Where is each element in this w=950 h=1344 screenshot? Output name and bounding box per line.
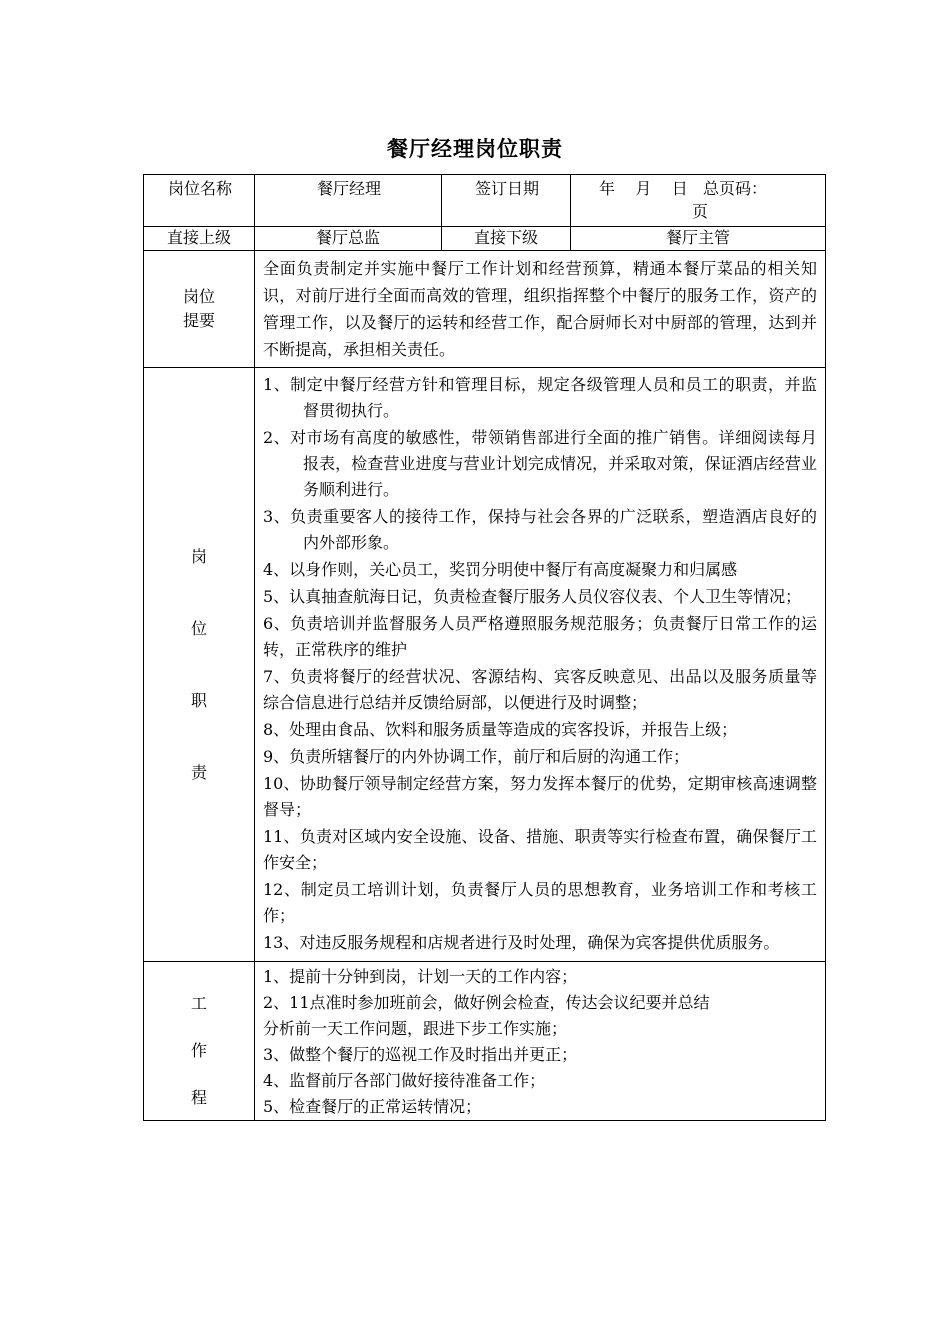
duties-row	[144, 368, 826, 962]
direct-superior-label: 直接上级	[144, 227, 255, 251]
sign-date-value	[571, 175, 826, 227]
process-item: 1、提前十分钟到岗，计划一天的工作内容；	[263, 967, 578, 986]
process-row	[144, 962, 826, 1121]
duty-item: 4、以身作则，关心员工，奖罚分明使中餐厅有高度凝聚力和归属感	[263, 560, 738, 579]
header-row-1	[144, 175, 826, 227]
duty-item: 12、制定员工培训计划，负责餐厅人员的思想教育，业务培训工作和考核工作；	[263, 880, 817, 925]
duty-item: 10、协助餐厅领导制定经营方案，努力发挥本餐厅的优势，定期审核高速调整督导；	[263, 774, 817, 819]
duty-item: 2、对市场有高度的敏感性，带领销售部进行全面的推广销售。详细阅读每月报表，检查营业进度与营业计划完成情况，并采取对策，保证酒店经营业务顺利进行。	[263, 428, 817, 499]
duties-list	[255, 368, 826, 962]
process-item: 4、监督前厅各部门做好接待准备工作；	[263, 1071, 546, 1090]
duty-item: 8、处理由食品、饮料和服务质量等造成的宾客投诉，并报告上级；	[263, 720, 738, 739]
process-label	[144, 962, 255, 1121]
process-label-char: 作	[190, 1041, 207, 1060]
duty-item: 3、负责重要客人的接待工作，保持与社会各界的广泛联系，塑造酒店良好的内外部形象。	[263, 507, 817, 552]
process-item: 5、检查餐厅的正常运转情况；	[263, 1097, 482, 1116]
direct-superior-value: 餐厅总监	[255, 227, 442, 251]
process-item: 分析前一天工作问题，跟进下步工作实施；	[263, 1019, 568, 1038]
process-item: 3、做整个餐厅的巡视工作及时指出并更正；	[263, 1045, 578, 1064]
summary-text: 全面负责制定并实施中餐厅工作计划和经营预算，精通本餐厅菜品的相关知识，对前厅进行全面而高效的管理，组织指挥整个中餐厅的服务工作，资产的管理工作，以及餐厅的运转和经营工作，配合厨师长对中厨部的管理，达到并不断提高，承担相关责任。	[255, 251, 826, 368]
summary-label-line1: 岗位	[182, 287, 215, 306]
duties-label-char: 职	[190, 690, 207, 710]
process-label-char: 程	[190, 1088, 207, 1107]
position-name-value: 餐厅经理	[255, 175, 442, 227]
process-list	[255, 962, 826, 1121]
duties-label-char: 责	[190, 762, 207, 782]
summary-label-line2: 提要	[182, 311, 215, 330]
process-label-char: 工	[190, 994, 207, 1013]
duty-item: 6、负责培训并监督服务人员严格遵照服务规范服务；负责餐厅日常工作的运转，正常秩序的维护	[263, 614, 817, 659]
duty-item: 11、负责对区域内安全设施、设备、措施、职责等实行检查布置，确保餐厅工作安全；	[263, 827, 817, 872]
summary-row	[144, 251, 826, 368]
page-suffix-text: 页	[691, 202, 708, 221]
duty-item: 5、认真抽查航海日记，负责检查餐厅服务人员仪容仪表、个人卫生等情况；	[263, 587, 802, 606]
duties-label	[144, 368, 255, 962]
direct-subordinate-label: 直接下级	[442, 227, 571, 251]
document-title: 餐厅经理岗位职责	[387, 136, 563, 161]
position-name-label: 岗位名称	[144, 175, 255, 227]
process-item: 2、11点准时参加班前会，做好例会检查，传达会议纪要并总结	[263, 993, 710, 1012]
summary-label	[144, 251, 255, 368]
direct-subordinate-value: 餐厅主管	[571, 227, 826, 251]
sign-date-label: 签订日期	[442, 175, 571, 227]
job-description-table	[143, 174, 826, 1121]
duties-label-char: 位	[190, 618, 207, 638]
date-page-count-text: 年 月 日 总页码：	[599, 179, 767, 198]
duties-label-char: 岗	[190, 546, 207, 566]
header-row-2	[144, 227, 826, 251]
duty-item: 13、对违反服务规程和店规者进行及时处理，确保为宾客提供优质服务。	[263, 933, 780, 952]
duty-item: 7、负责将餐厅的经营状况、客源结构、宾客反映意见、出品以及服务质量等综合信息进行总结并反馈给厨部，以便进行及时调整；	[263, 667, 817, 712]
duty-item: 9、负责所辖餐厅的内外协调工作，前厅和后厨的沟通工作；	[263, 747, 690, 766]
duty-item: 1、制定中餐厅经营方针和管理目标，规定各级管理人员和员工的职责，并监督贯彻执行。	[263, 375, 817, 420]
